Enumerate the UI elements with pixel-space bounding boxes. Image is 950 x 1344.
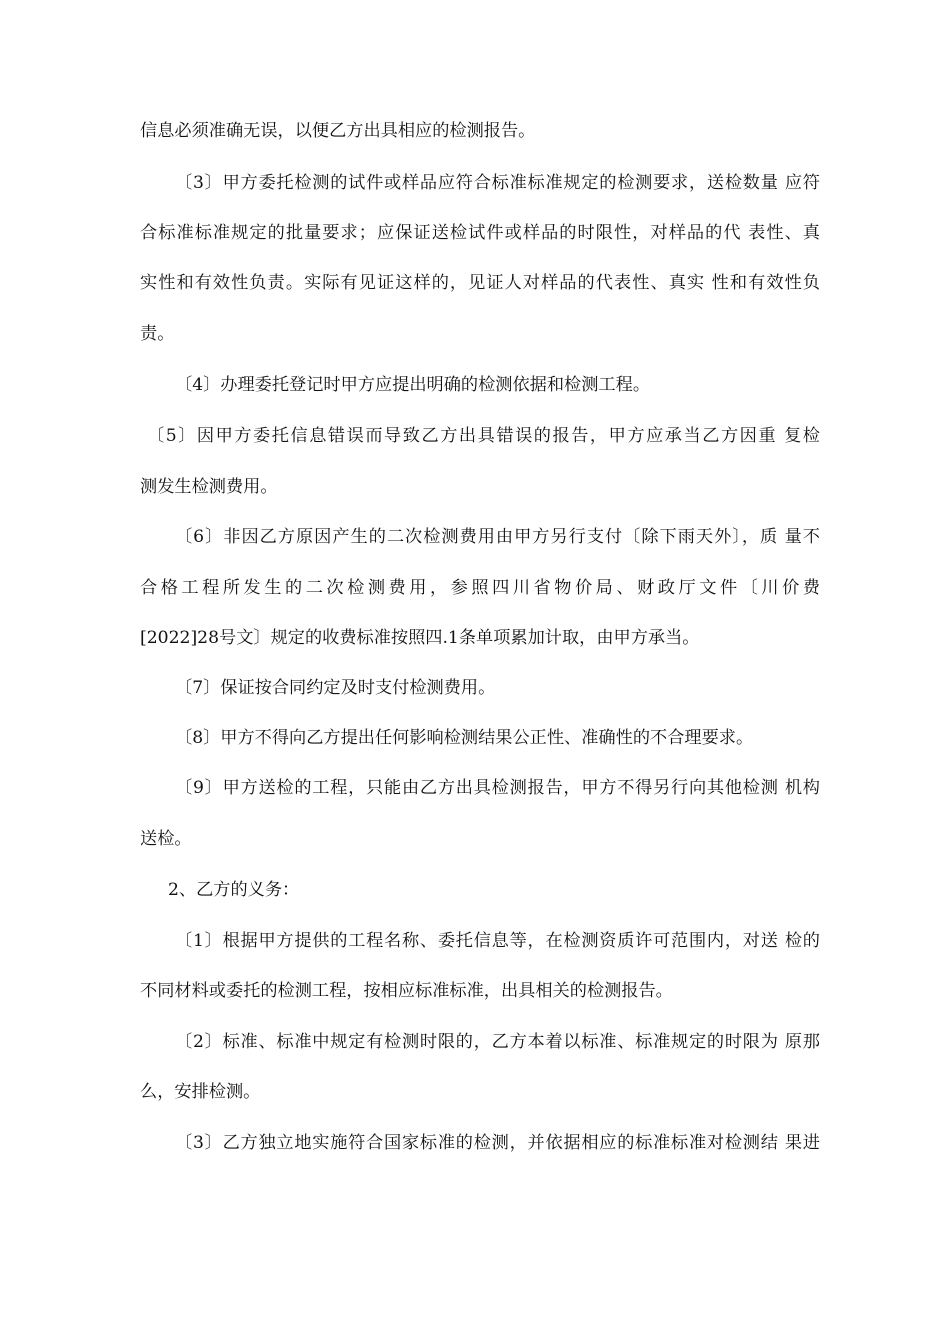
text-line: 责。 — [140, 324, 175, 344]
text-line: [2022]28号文〕规定的收费标准按照四.1条单项累加计取，由甲方承当。 — [140, 628, 700, 648]
section-heading: 2、乙方的义务： — [168, 880, 300, 900]
text-line: 〔6〕非因乙方原因产生的二次检测费用由甲方另行支付〔除下雨天外〕，质 量不 — [175, 527, 820, 547]
text-line: 测发生检测费用。 — [140, 477, 278, 497]
text-line: 〔2〕标准、标准中规定有检测时限的，乙方本着以标准、标准规定的时限为 原那 — [175, 1032, 820, 1052]
text-line: 不同材料或委托的检测工程，按相应标准标准，出具相关的检测报告。 — [140, 981, 673, 1001]
text-line: 〔4〕办理委托登记时甲方应提出明确的检测依据和检测工程。 — [175, 375, 651, 395]
text-line: 〔5〕因甲方委托信息错误而导致乙方出具错误的报告，甲方应承当乙方因重 复检 — [147, 426, 820, 446]
text-line: 实性和有效性负责。实际有见证这样的，见证人对样品的代表性、真实 性和有效性负 — [140, 273, 820, 293]
text-line: 信息必须准确无误，以便乙方出具相应的检测报告。 — [140, 121, 536, 141]
text-line: 〔3〕甲方委托检测的试件或样品应符合标准标准规定的检测要求，送检数量 应符 — [175, 173, 820, 193]
text-line: 送检。 — [140, 829, 192, 849]
text-line: 〔3〕乙方独立地实施符合国家标准的检测，并依据相应的标准标准对检测结 果进 — [175, 1133, 820, 1153]
text-line: 合标准标准规定的批量要求；应保证送检试件或样品的时限性，对样品的代 表性、真 — [140, 223, 820, 243]
text-line: 〔7〕保证按合同约定及时支付检测费用。 — [175, 678, 496, 698]
text-line: 〔9〕甲方送检的工程，只能由乙方出具检测报告，甲方不得另行向其他检测 机构 — [175, 778, 820, 798]
text-line: 〔8〕甲方不得向乙方提出任何影响检测结果公正性、准确性的不合理要求。 — [175, 728, 754, 748]
text-line: 么，安排检测。 — [140, 1082, 261, 1102]
text-line: 合格工程所发生的二次检测费用，参照四川省物价局、财政厅文件〔川价费 — [140, 578, 820, 598]
text-line: 〔1〕根据甲方提供的工程名称、委托信息等，在检测资质许可范围内，对送 检的 — [175, 931, 820, 951]
